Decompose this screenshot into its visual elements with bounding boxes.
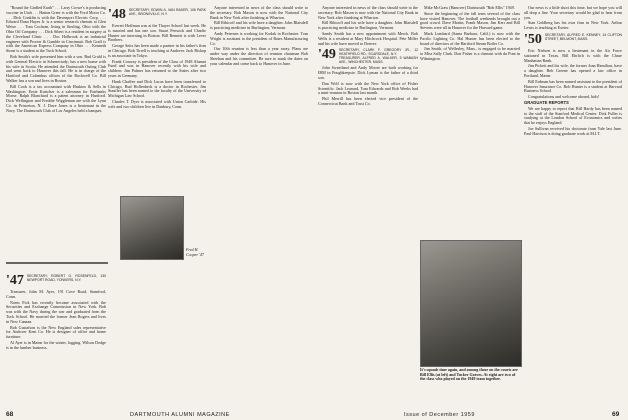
class-secretary: SECRETARY, EDWIN A. VAN RADER, 106 PARK AVE., BRONXVILLE, N.Y. bbox=[128, 8, 206, 16]
paragraph: Bill Ribicoff and his wife have a daughter. John Blaisdell is practicing medicine in Burlington, Vermont. bbox=[318, 20, 418, 31]
paragraph: Our 10th reunion is less than a year away. Plans are under way under the direction of reunion chairman Bob Sheehan and his committee. Be sure to mark the dates on your calendar and come back to Hanover in June. bbox=[210, 46, 308, 66]
paragraph: We are happy to report that Bill Hardy has been named to the staff of the Stanford Medical Center. Dick Fuller is studying at the London School of Economics and writes that he enjoys England. bbox=[524, 105, 622, 126]
paragraph: Bob Gustafson is the New England sales representative for Andover Kent Co. He is designer of office and home furniture. bbox=[6, 324, 106, 340]
paragraph: Joe Sullivan received his doctorate from Yale last June. Paul Harrison is doing graduate work at M.I.T. bbox=[524, 125, 622, 136]
paragraph: Mike McGraw (Hanover) Dartmouth "Bob Ellis" 1949. bbox=[424, 6, 515, 10]
paragraph: Stan Goldberg has his own firm in New York. Arthur Lewis is teaching at Exeter. bbox=[524, 20, 622, 31]
paragraph: Dan Wolf is now with the New York office of Fisher Scientific. Jack Leonard, Tom Edwards and Bob Weeks had a mini-reunion in Boston last month. bbox=[318, 80, 418, 96]
paragraph: Al Ayer is in Maine for the winter, logging. Wilson Dodge is in the lumber business. bbox=[6, 339, 106, 350]
paragraph: Anyone interested in news of the class should write to the secretary. Bob Mason is now with the National City Bank in New York after finishing at Wharton. bbox=[210, 6, 308, 20]
photo-caption: It's squash time again, and among those on the courts are Bill Ellis (at left) and Tucker Graves. At right are two of the class who played on the 1949 team together. bbox=[420, 367, 518, 382]
right-page bbox=[314, 0, 628, 420]
class-year: '49 bbox=[318, 47, 336, 63]
page-footer: Issue of December 1959 bbox=[404, 412, 475, 418]
paragraph: Since the beginning of the fall term several of the class have visited Hanover. The football weekends brought out a good crowd. Dave Martin, Frank Mason, Jim Kerr and Bill Stevens were all in Hanover for the Harvard game. bbox=[420, 10, 520, 31]
class-year: '48 bbox=[108, 7, 126, 22]
paragraph: Treasurer, John M. Ayer, 191 Cove Road, Stamford, Conn. bbox=[6, 289, 106, 299]
left-column-1-lower bbox=[6, 272, 106, 402]
paragraph: Bill Erdman has been named assistant to the president of Hanover Insurance Co. Bob Hunter is a student at Harvard Business School. bbox=[524, 78, 622, 94]
paragraph: John Sweetland and Andy Moore are both working for IBM in Poughkeepsie. Dick Lyman is the father of a third son. bbox=[318, 65, 418, 80]
paragraph: Frank Conway is president of the Class of 1948 Alumni Fund and was in Hanover recently with his wife and children. Jim Palmer has returned to the States after two years in Germany. bbox=[108, 58, 206, 78]
class-year: '47 bbox=[6, 273, 24, 288]
photo-caption: Fred H. Cooper '47 bbox=[186, 247, 204, 257]
paragraph: Jim Smith, of Wellesley, Mass., is engaged to be married to Miss Sally Clark. Don Fisher is a chemist with du Pont in Wilmington. bbox=[420, 46, 520, 61]
paragraph: Bill Cook is a tax accountant with Haskins & Sells in Washington. Ernie Kutscher is a salesman for Fairbanks Morse. Ralph Blanchard is a patent attorney in Hartford. Dick Wellington and Freddie Wiggleman are with the Lynn Co. in Princeton, N. J. Dave Jones is a lieutenant in the Navy. The Dartmouth Club of Los Angeles held a banquet. bbox=[6, 83, 106, 113]
paragraph: George Seitz has been made a partner in his father's firm in Chicago. Bob Tirrell is teaching at Andover. Jack Bishop is an associate in Tokyo. bbox=[108, 43, 206, 58]
class-year: '50 bbox=[524, 31, 542, 47]
paragraph: Sandy Smith has a new appointment with Merck. Bob Wells is a resident at Mary Hitchcock Hospital. Pete Miller and his wife have moved to Denver. bbox=[318, 30, 418, 46]
class-secretary bbox=[339, 48, 418, 64]
paragraph: Andy Petersen is working for Kodak in Rochester. Tom Wright is assistant to the president of Bates Manufacturing Co. bbox=[210, 30, 308, 46]
paragraph: Eric Nielsen is now a lieutenant in the Air Force stationed in Texas. Bill Ehrlich is with the Chase Manhattan Bank. bbox=[524, 47, 622, 63]
page-number: 69 bbox=[612, 411, 620, 418]
right-column-2 bbox=[420, 6, 520, 236]
class-secretary: SECRETARY, ROBERT G. ROSENFELD, 130 NEWPORT ROAD, YONKERS, N.Y. bbox=[26, 274, 106, 282]
secretary-text: SECRETARY, CLARK F. GREGORY JR., 12 HEATHFIELD RD., SCARSDALE, N.Y. bbox=[338, 48, 418, 57]
right-column-1 bbox=[318, 6, 418, 404]
paragraph: Phil Merrill has been elected vice president of the Connecticut Bank and Trust Co. bbox=[318, 96, 418, 106]
squash-photo bbox=[420, 240, 522, 367]
paragraph: Jim Pickett and his wife, the former Joan Hamilton, have a daughter. Bob Greene has opened a law office in Portland, Maine. bbox=[524, 63, 622, 78]
page-number: 68 bbox=[6, 411, 14, 418]
class-header-49 bbox=[318, 48, 418, 64]
class-header-50 bbox=[524, 33, 622, 47]
paragraph: Hank Chaffee and Dick Lucas have been transferred to Chicago. Bud Hollenbeck is a doctor in Rochester. Jim Stauffer has been named to the faculty of the University of Michigan Law School. bbox=[108, 78, 206, 99]
class-header-47 bbox=[6, 274, 106, 288]
paragraph: "Round the Girdled Earth" . . . Larry Crowe's is producing vaccine in Utah . . . Hatton Greer is with the Ford Motor Co. . . . Dick Conklin is with the Davenport Electric Corp. . . . Edward Dana Hayes Jr. is a senior research chemist at Glen Weise . . . Tom Cochran, living in Sterling, Ohio with the Ohio Oil Company . . . Dick Sibert is a resident in surgery at the Cleveland Clinic . . . Doc Holbrook is an industrial engineer with Procter & Gamble in Cincinnati. Bob Graff is with the American Express Company in Ohio . . . Kenneth Stone is a student at the Tuck School. bbox=[6, 6, 106, 54]
paragraph: Congratulations and welcome aboard, kids! bbox=[528, 94, 600, 100]
paragraph: Our news is a little short this time, but we hope you will all drop a line. Your secretary would be glad to hear from you. bbox=[524, 6, 622, 20]
treasurer-text: TREASURER, ALFRED A. WALKER, 9 WABASH AVE., WINCHESTER, MASS. bbox=[338, 56, 418, 65]
left-column-3 bbox=[210, 6, 308, 404]
class-secretary: SECRETARY, ALFRED E. KENNEY, 14 CLIFTON STREET, BELMONT, MASS. bbox=[544, 32, 622, 41]
paragraph: Anyone interested in news of the class should write to the secretary. Bob Mason is now with the National City Bank in New York after finishing at Wharton. bbox=[318, 6, 418, 20]
paragraph: Charles T. Dyer is associated with Union Carbide. His wife and two children live in Danbury, Conn. bbox=[108, 98, 206, 109]
paragraph: Bob Smith's wife presented him with a son. Bud Gruhl is with General Electric in Schenectady; has a new home with his wife in Scotia. He attended the Dartmouth Outing Club and went back to Hanover this fall. He is in charge of the Hartford and Columbus offices of the Rockwell Co. Bill Walker has a son and lives in Boston. bbox=[6, 53, 106, 83]
paragraph: Everett Hoffman was at the Thayer School last week. He is married and has one son. Stuart Fenwick and Charlie Hunter are interning in Boston. Bill Bennett is with Lever Brothers. bbox=[108, 23, 206, 43]
right-column-3 bbox=[524, 6, 622, 404]
class-header-48 bbox=[108, 8, 206, 22]
spacer bbox=[6, 262, 108, 264]
paragraph: Norm Fick has recently become associated with the Securities and Exchange Commission in New York. Bob was with the Navy during the war and graduated from the Tuck School. He married the former Jean Rogers and lives in New Canaan. bbox=[6, 299, 106, 324]
portrait-photo bbox=[120, 196, 184, 260]
section-subheading: GRADUATE REPORTS bbox=[524, 99, 569, 105]
paragraph: Mark Lombard (Santa Barbara, Calif.) is now with the Pacific Lighting Co. Hal Hunter has been elected to the board of directors of the Hartford Steam Boiler Co. bbox=[420, 30, 520, 46]
paragraph: Bill Ribicoff and his wife have a daughter. John Blaisdell is practicing medicine in Burlington, Vermont. bbox=[210, 20, 308, 31]
page-footer: DARTMOUTH ALUMNI MAGAZINE bbox=[130, 412, 230, 418]
